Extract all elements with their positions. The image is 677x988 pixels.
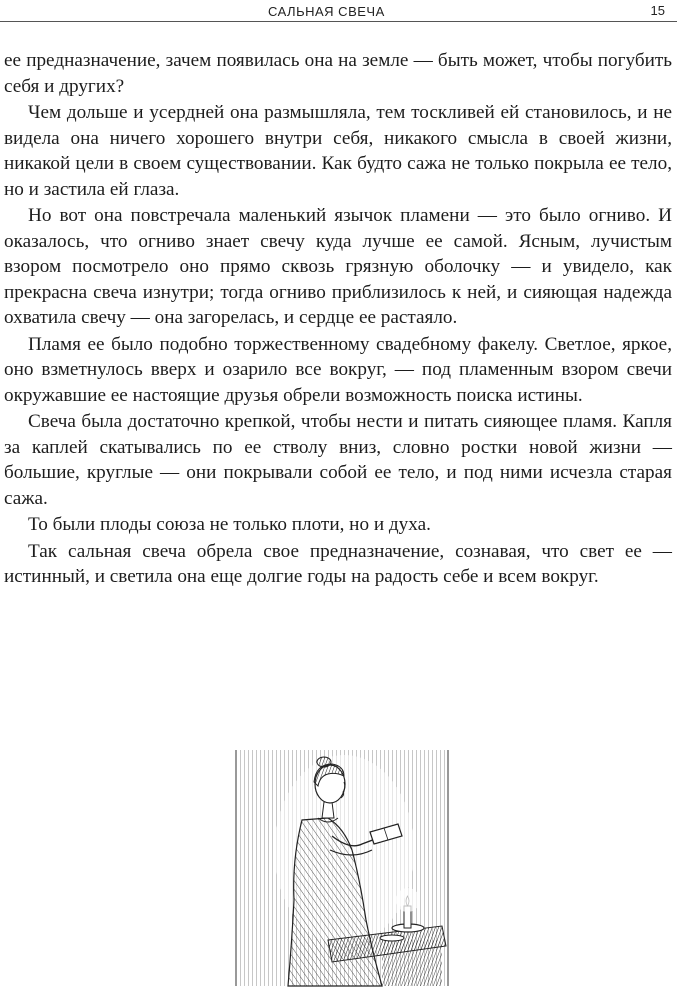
woman-reading-by-candle-engraving-icon <box>232 740 452 988</box>
running-header <box>0 0 677 24</box>
paragraph-2: Чем дольше и усердней она размышляла, тем тоскливей ей становилось, и не видела она ничего хорошего внутри себя, никакого смысла в своей жизни, никакой цели в своем существовании. Как будто сажа не только покрыла ее тело, но и застила ей глаза. <box>4 102 672 200</box>
header-rule <box>0 21 677 22</box>
body-text <box>4 48 672 590</box>
paragraph-6: То были плоды союза не только плоти, но и духа. <box>28 514 431 535</box>
page-number: 15 <box>650 3 665 18</box>
paragraph-7: Так сальная свеча обрела свое предназначение, сознавая, что свет ее — истинный, и светила она еще долгие годы на радость себе и всем вокруг. <box>4 540 672 587</box>
paragraph-4: Пламя ее было подобно торжественному свадебному факелу. Светлое, яркое, оно взметнулось вверх и озарило все вокруг, — под пламенным взором свечи окружавшие ее настоящие друзья обрели возможность поиска истины. <box>4 333 672 406</box>
paragraph-3: Но вот она повстречала маленький язычок пламени — это было огниво. И оказалось, что огниво знает свечу куда лучше ее самой. Ясным, лучистым взором посмотрело оно прямо сквозь грязную оболочку — и увидело, как прекрасна свеча изнутри; тогда огниво приблизилось к ней, и сияющая надежда охватила свечу — она загорелась, и сердце ее растаяло. <box>4 205 672 328</box>
running-header-title: САЛЬНАЯ СВЕЧА <box>268 4 385 19</box>
paragraph-5: Свеча была достаточно крепкой, чтобы нести и питать сияющее пламя. Капля за каплей скатывались по ее стволу вниз, словно ростки новой жизни — большие, круглые — они покрывали собой ее тело, и под ними исчезла старая сажа. <box>4 411 672 509</box>
paragraph-1: ее предназначение, зачем появилась она на земле — быть может, чтобы погубить себя и других? <box>4 50 672 97</box>
